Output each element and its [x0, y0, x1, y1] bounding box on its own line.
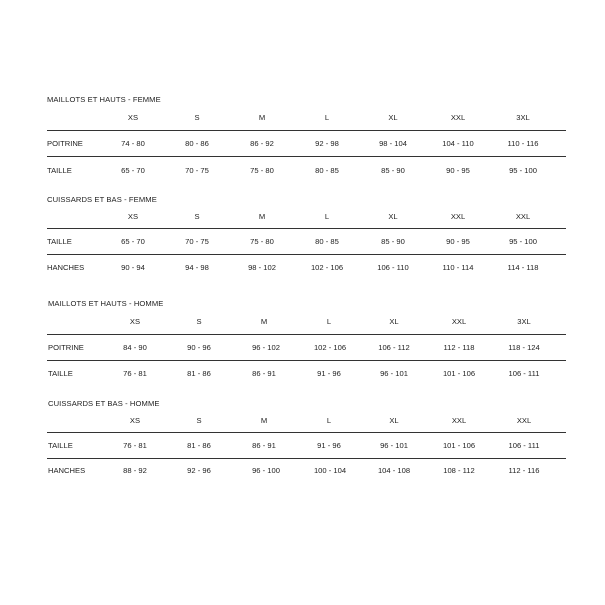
table-cell: 85 - 90	[381, 237, 405, 246]
table-rule	[47, 334, 566, 335]
table-cell: 90 - 94	[121, 263, 145, 272]
row-label-hanches: HANCHES	[47, 263, 85, 272]
size-header-l: L	[326, 416, 332, 425]
table-cell: 106 - 111	[508, 441, 540, 450]
table-cell: 76 - 81	[123, 441, 147, 450]
table-cell: 102 - 106	[313, 343, 347, 352]
size-header-3xl: 3XL	[516, 113, 530, 122]
size-header-l: L	[326, 317, 332, 326]
table-cell: 76 - 81	[123, 369, 147, 378]
size-header-s: S	[194, 113, 200, 122]
table-cell: 86 - 92	[250, 139, 274, 148]
table-cell: 81 - 86	[187, 441, 211, 450]
table-cell: 110 - 116	[507, 139, 539, 148]
size-header-xxl: XXL	[516, 416, 532, 425]
size-header-m: M	[260, 416, 268, 425]
row-label-hanches: HANCHES	[48, 466, 86, 475]
size-header-s: S	[196, 317, 202, 326]
table-cell: 80 - 86	[185, 139, 209, 148]
table-cell: 80 - 85	[315, 237, 339, 246]
table-cell: 110 - 114	[442, 263, 474, 272]
table-cell: 90 - 95	[446, 166, 470, 175]
row-label-taille: TAILLE	[48, 441, 73, 450]
size-header-l: L	[324, 113, 330, 122]
table-cell: 104 - 108	[377, 466, 411, 475]
table-cell: 91 - 96	[317, 369, 341, 378]
size-header-xs: XS	[129, 416, 141, 425]
table-cell: 86 - 91	[252, 369, 276, 378]
table-cell: 92 - 98	[315, 139, 339, 148]
table-cell: 80 - 85	[315, 166, 339, 175]
row-label-taille: TAILLE	[47, 166, 72, 175]
row-label-taille: TAILLE	[47, 237, 72, 246]
table-rule	[47, 156, 566, 157]
table-cell: 84 - 90	[123, 343, 147, 352]
table-cell: 98 - 102	[248, 263, 276, 272]
table-rule	[47, 228, 566, 229]
table-cell: 92 - 96	[187, 466, 211, 475]
table-cell: 106 - 112	[378, 343, 410, 352]
size-header-m: M	[260, 317, 268, 326]
table-cell: 75 - 80	[250, 166, 274, 175]
table-rule	[47, 458, 566, 459]
size-header-xs: XS	[127, 212, 139, 221]
table-cell: 95 - 100	[509, 166, 537, 175]
section-title: CUISSARDS ET BAS - HOMME	[48, 399, 160, 408]
size-header-xs: XS	[129, 317, 141, 326]
size-header-xxl: XXL	[451, 317, 467, 326]
table-cell: 106 - 110	[377, 263, 409, 272]
table-cell: 114 - 118	[507, 263, 539, 272]
table-cell: 101 - 106	[442, 441, 476, 450]
table-cell: 70 - 75	[185, 237, 209, 246]
table-cell: 112 - 118	[443, 343, 475, 352]
size-header-s: S	[196, 416, 202, 425]
table-rule	[47, 360, 566, 361]
size-header-xs: XS	[127, 113, 139, 122]
table-rule	[47, 254, 566, 255]
table-cell: 102 - 106	[310, 263, 344, 272]
table-rule	[47, 432, 566, 433]
table-cell: 95 - 100	[509, 237, 537, 246]
table-cell: 65 - 70	[121, 166, 145, 175]
table-cell: 75 - 80	[250, 237, 274, 246]
table-cell: 96 - 101	[380, 441, 408, 450]
table-cell: 108 - 112	[443, 466, 475, 475]
table-cell: 88 - 92	[123, 466, 147, 475]
section-title: CUISSARDS ET BAS - FEMME	[47, 195, 157, 204]
table-cell: 94 - 98	[185, 263, 209, 272]
table-cell: 96 - 100	[252, 466, 280, 475]
size-header-xl: XL	[389, 416, 399, 425]
size-header-l: L	[324, 212, 330, 221]
table-cell: 81 - 86	[187, 369, 211, 378]
section-title: MAILLOTS ET HAUTS - FEMME	[47, 95, 161, 104]
table-cell: 96 - 101	[380, 369, 408, 378]
table-cell: 101 - 106	[442, 369, 476, 378]
row-label-poitrine: POITRINE	[48, 343, 84, 352]
size-header-xl: XL	[389, 317, 399, 326]
size-header-xxl: XXL	[450, 212, 466, 221]
table-cell: 70 - 75	[185, 166, 209, 175]
size-header-xxl: XXL	[515, 212, 531, 221]
table-cell: 104 - 110	[442, 139, 474, 148]
size-header-xxl: XXL	[450, 113, 466, 122]
size-header-m: M	[258, 212, 266, 221]
table-cell: 86 - 91	[252, 441, 276, 450]
table-cell: 65 - 70	[121, 237, 145, 246]
table-cell: 96 - 102	[252, 343, 280, 352]
table-cell: 85 - 90	[381, 166, 405, 175]
table-cell: 100 - 104	[313, 466, 347, 475]
table-cell: 112 - 116	[508, 466, 540, 475]
size-header-s: S	[194, 212, 200, 221]
size-header-xl: XL	[388, 113, 398, 122]
size-header-m: M	[258, 113, 266, 122]
table-cell: 91 - 96	[317, 441, 341, 450]
row-label-poitrine: POITRINE	[47, 139, 83, 148]
table-cell: 118 - 124	[508, 343, 540, 352]
row-label-taille: TAILLE	[48, 369, 73, 378]
table-cell: 74 - 80	[121, 139, 145, 148]
table-cell: 98 - 104	[379, 139, 407, 148]
size-header-xl: XL	[388, 212, 398, 221]
table-rule	[47, 130, 566, 131]
size-header-xxl: XXL	[451, 416, 467, 425]
table-cell: 106 - 111	[508, 369, 540, 378]
size-header-3xl: 3XL	[517, 317, 531, 326]
section-title: MAILLOTS ET HAUTS - HOMME	[48, 299, 164, 308]
table-cell: 90 - 96	[187, 343, 211, 352]
table-cell: 90 - 95	[446, 237, 470, 246]
